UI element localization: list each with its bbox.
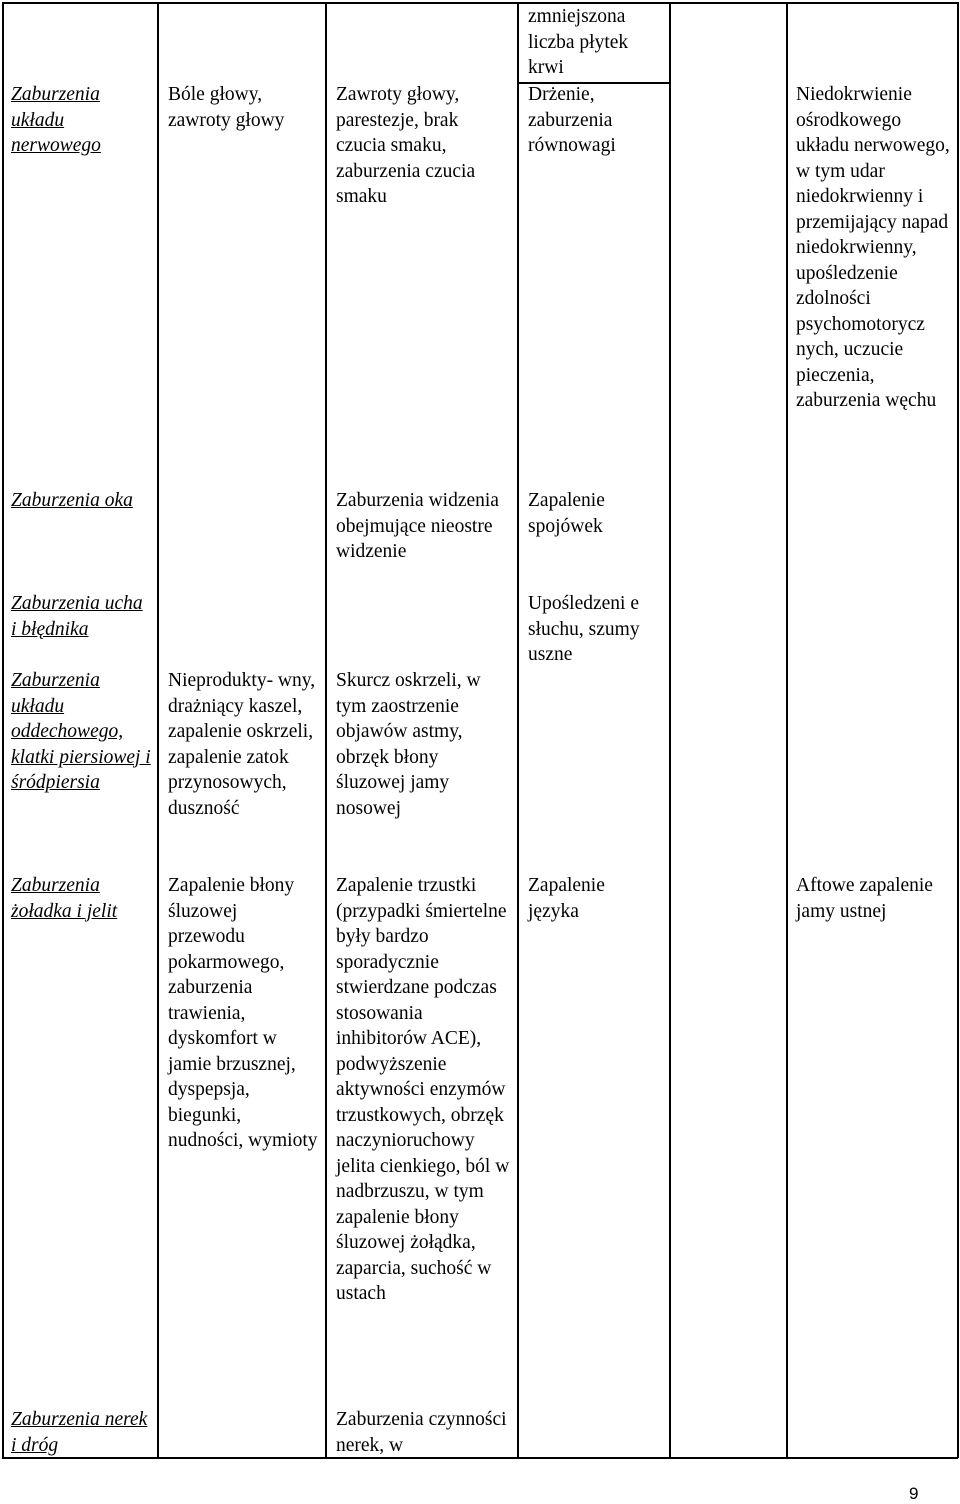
ear-uncommon: Upośledzeni e słuchu, szumy uszne	[528, 593, 640, 665]
nervous-very-common: Bóle głowy, zawroty głowy	[168, 84, 285, 131]
respiratory-common: Skurcz oskrzeli, w tym zaostrzenie objawów astmy, obrzęk błony śluzowej jamy nosowej	[336, 670, 481, 819]
nervous-uncommon: Drżenie, zaburzenia równowagi	[528, 84, 616, 156]
category-renal: Zaburzenia nerek i dróg	[11, 1409, 148, 1456]
gastro-very-common: Zapalenie błony śluzowej przewodu pokarmowego, zaburzenia trawienia, dyskomfort w jamie brzusznej, dyspepsja, biegunki, nudności, wymioty	[168, 875, 318, 1151]
gastro-very-rare: Aftowe zapalenie jamy ustnej	[796, 875, 933, 922]
renal-common: Zaburzenia czynności nerek, w	[336, 1409, 507, 1456]
eye-uncommon: Zapalenie spojówek	[528, 490, 605, 537]
category-gastrointestinal: Zaburzenia żoładka i jelit	[11, 875, 118, 922]
eye-common: Zaburzenia widzenia obejmujące nieostre widzenie	[336, 490, 499, 562]
page-number: 9	[909, 1484, 919, 1503]
gastro-common: Zapalenie trzustki (przypadki śmiertelne były bardzo sporadycznie stwierdzane podczas stosowania inhibitorów ACE), podwyższenie aktywności enzymów trzustkowych, obrzęk naczynioruchowy jelita cienkiego, ból w nadbrzuszu, w tym zapalenie błony śluzowej żołądka, zaparcia, suchość w ustach	[336, 875, 510, 1304]
nervous-common: Zawroty głowy, parestezje, brak czucia smaku, zaburzenia czucia smaku	[336, 84, 476, 207]
category-ear: Zaburzenia ucha i błędnika	[11, 593, 143, 640]
category-eye: Zaburzenia oka	[11, 490, 133, 511]
respiratory-very-common: Nieprodukty- wny, drażniący kaszel, zapalenie oskrzeli, zapalenie zatok przynosowych, duszność	[168, 670, 316, 819]
category-respiratory: Zaburzenia układu oddechowego, klatki piersiowej i śródpiersia	[11, 670, 151, 793]
carryover-uncommon: zmniejszona liczba płytek krwi	[528, 6, 629, 78]
category-nervous-system: Zaburzenia układu nerwowego	[11, 84, 101, 156]
gastro-uncommon: Zapalenie języka	[528, 875, 605, 922]
nervous-very-rare: Niedokrwienie ośrodkowego układu nerwowego, w tym udar niedokrwienny i przemijający napad niedokrwienny, upośledzenie zdolności psychomotorycz nych, uczucie pieczenia, zaburzenia węchu	[796, 84, 950, 411]
